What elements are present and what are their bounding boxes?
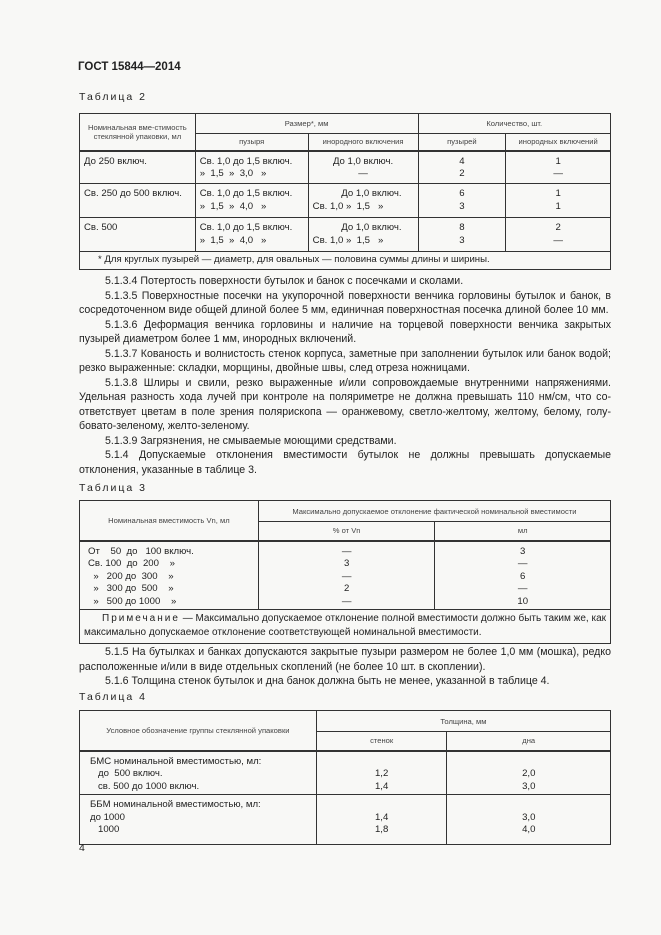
- cell-line: [451, 799, 606, 812]
- capacity-cell: До 250 включ.: [80, 151, 196, 184]
- cell-line: » 1,5 » 3,0 »: [199, 168, 267, 179]
- header-walls: стенок: [316, 732, 447, 751]
- cell-line: 3: [459, 234, 465, 246]
- cell-line: —: [341, 545, 352, 557]
- capacity-cell: Св. 250 до 500 включ.: [80, 184, 196, 218]
- cell-line: 3: [343, 558, 350, 569]
- cell-line: 3: [520, 545, 526, 557]
- paragraph: 5.1.4 Допускаемые отклонения вместимости бутылок не должны превышать допускаемые отклонения, указанные в таблице 3.: [79, 449, 611, 476]
- cell-line: Св. 1,0 до 1,5 включ.: [199, 155, 293, 167]
- cell-line: до 500 включ.: [90, 768, 163, 779]
- capacity-cell: Св. 500: [80, 218, 196, 252]
- table-row: [80, 795, 611, 845]
- paragraph: 5.1.5 На бутылках и банках допускаются закрытые пузыри размером не более 1,0 мм (мошка), редко расположенные и/или в виде отдельных скоплений (не более 10 шт. в скоплении).: [79, 646, 611, 673]
- table-2: [79, 113, 611, 270]
- header-bottom: дна: [447, 732, 611, 751]
- inclusion-size-cell: [308, 218, 418, 252]
- cell-line: 1: [555, 188, 561, 199]
- cell-line: » 200 до 300 »: [88, 570, 174, 582]
- inclusion-qty-cell: [506, 184, 611, 218]
- cell-line: 2: [555, 222, 561, 233]
- cell-line: До 1,0 включ.: [341, 188, 402, 199]
- paragraph: 5.1.3.8 Шлиры и свили, резко выраженные и/или сопровождаемые внутренними напряжениями. Удельная разность хода лучей при контроле на поляриметре не должна превышать 110 нм/см, что со-ответствует цветам в поле зрения полярископа — оранжевому, светло-желтому, желтому, белому, голу-бовато-зеленому, желто-зеленому.: [79, 376, 611, 432]
- cell-line: Св. 1,0 » 1,5 »: [312, 200, 384, 212]
- inclusion-size-cell: [308, 151, 418, 184]
- table-row: [80, 751, 611, 795]
- cell-line: Св. 100 до 200 »: [88, 558, 175, 569]
- cell-line: —: [517, 558, 528, 569]
- table-row: [80, 218, 611, 252]
- table-row: [80, 184, 611, 218]
- header-percent: % от Vn: [258, 522, 435, 541]
- cell-line: 2: [343, 583, 350, 594]
- cell-line: до 1000: [90, 811, 125, 823]
- inclusion-qty-cell: [506, 151, 611, 184]
- bottom-cell: [447, 751, 611, 795]
- cell-line: » 300 до 500 »: [88, 583, 174, 594]
- paragraph: 5.1.3.5 Поверхностные посечки на укупорочной поверхности венчика горловины бутылок и банок, в сосредоточенном виде общей длиной более 5 мм, единичная поверхностная посечка длиной более 10 мм.: [79, 289, 611, 316]
- cell-line: 6: [520, 570, 526, 582]
- table-2-caption: Таблица 2: [79, 91, 147, 103]
- cell-line: 1,8: [374, 824, 389, 835]
- cell-line: » 1,5 » 4,0 »: [199, 200, 267, 212]
- cell-line: 1,4: [374, 811, 389, 823]
- cell-line: От 50 до 100 включ.: [88, 545, 194, 557]
- table-4: [79, 710, 611, 845]
- table-4-caption: Таблица 4: [79, 691, 147, 703]
- cell-line: До 1,0 включ.: [341, 222, 402, 233]
- walls-cell: [316, 751, 447, 795]
- cell-line: Св. 1,0 до 1,5 включ.: [199, 188, 293, 199]
- note-text: — Максимально допускаемое отклонение полной вместимости должно быть таким же, как максимально допускаемое отклонение соответствующей номинальной вместимости.: [84, 613, 606, 638]
- body-text-2: [79, 645, 611, 689]
- bubble-qty-cell: [418, 184, 506, 218]
- cell-line: 6: [459, 188, 465, 199]
- cell-line: » 500 до 1000 »: [88, 595, 177, 607]
- header-deviation: Максимально допускаемое отклонение фактической номинальной вместимости: [258, 501, 610, 522]
- cell-line: 1000: [90, 824, 120, 835]
- cell-line: 10: [517, 595, 529, 607]
- header-size-inclusion: инородного включения: [308, 134, 418, 151]
- cell-line: 3: [459, 200, 465, 212]
- paragraph: 5.1.3.9 Загрязнения, не смываемые моющими средствами.: [105, 434, 397, 447]
- cell-line: [321, 799, 443, 812]
- table-2-footnote: * Для круглых пузырей — диаметр, для овальных — половина суммы длины и ширины.: [80, 252, 611, 270]
- bubble-qty-cell: [418, 218, 506, 252]
- header-ml: мл: [435, 522, 611, 541]
- cell-line: —: [358, 168, 368, 179]
- cell-line: —: [341, 570, 352, 582]
- paragraph: 5.1.3.6 Деформация венчика горловины и наличие на торцевой поверхности венчика закрытых пузырей диаметром более 1 мм, инородных включений.: [79, 318, 611, 345]
- group-cell: [80, 795, 317, 845]
- group-cell: [80, 751, 317, 795]
- bubble-size-cell: [195, 184, 308, 218]
- cell-line: 2,0: [522, 768, 536, 779]
- cell-line: » 1,5 » 4,0 »: [199, 234, 267, 246]
- cell-line: 3,0: [522, 780, 536, 792]
- cell-line: 1: [555, 200, 561, 212]
- cell-line: —: [553, 168, 563, 179]
- cell-line: 2: [459, 168, 465, 179]
- cell-line: 8: [459, 222, 465, 233]
- table-3-note: [80, 610, 611, 644]
- table-row: [80, 151, 611, 184]
- paragraph: 5.1.3.4 Потертость поверхности бутылок и банок с посечками и сколами.: [105, 275, 464, 287]
- header-capacity: Номинальная вместимость Vn, мл: [80, 501, 259, 541]
- cell-line: 4,0: [522, 824, 536, 835]
- document-title: ГОСТ 15844—2014: [78, 61, 181, 73]
- table-3: [79, 500, 611, 644]
- cell-line: 3,0: [522, 811, 536, 823]
- capacity-range-cell: [80, 541, 259, 610]
- header-qty-inclusions: инородных включений: [506, 134, 611, 151]
- bubble-qty-cell: [418, 151, 506, 184]
- body-text-1: [79, 274, 611, 477]
- bottom-cell: [447, 795, 611, 845]
- inclusion-qty-cell: [506, 218, 611, 252]
- header-quantity: Количество, шт.: [418, 114, 611, 134]
- bubble-size-cell: [195, 151, 308, 184]
- cell-line: БМС номинальной вместимостью, мл:: [90, 755, 262, 767]
- header-group: Условное обозначение группы стеклянной упаковки: [80, 711, 317, 751]
- cell-line: —: [517, 583, 528, 594]
- percent-cell: [258, 541, 435, 610]
- paragraph: 5.1.3.7 Кованость и волнистость стенок корпуса, заметные при заполнении бутылок или банок водой; резко выраженные: складки, морщины, двойные швы, след отреза ножницами.: [79, 347, 611, 374]
- table-3-caption: Таблица 3: [79, 482, 147, 494]
- cell-line: Св. 1,0 до 1,5 включ.: [199, 222, 293, 233]
- bubble-size-cell: [195, 218, 308, 252]
- ml-cell: [435, 541, 611, 610]
- cell-line: Св. 1,0 » 1,5 »: [312, 234, 384, 246]
- header-qty-bubbles: пузырей: [418, 134, 506, 151]
- header-size: Размер*, мм: [195, 114, 418, 134]
- cell-line: 4: [459, 155, 465, 167]
- cell-line: До 1,0 включ.: [332, 155, 394, 167]
- cell-line: 1,2: [374, 768, 389, 779]
- cell-line: —: [341, 595, 352, 607]
- header-thickness: Толщина, мм: [316, 711, 610, 732]
- cell-line: —: [553, 234, 563, 246]
- cell-line: 1: [555, 155, 561, 167]
- cell-line: ББМ номинальной вместимостью, мл:: [90, 799, 261, 810]
- walls-cell: [316, 795, 447, 845]
- inclusion-size-cell: [308, 184, 418, 218]
- header-size-bubble: пузыря: [195, 134, 308, 151]
- page-number: 4: [79, 842, 85, 854]
- note-label: Примечание: [102, 613, 180, 624]
- cell-line: [451, 756, 606, 769]
- cell-line: [321, 756, 443, 769]
- cell-line: св. 500 до 1000 включ.: [90, 780, 200, 792]
- paragraph: 5.1.6 Толщина стенок бутылок и дна банок должна быть не менее, указанной в таблице 4.: [105, 675, 550, 687]
- header-capacity: Номинальная вме-стимость стеклянной упаковки, мл: [80, 114, 196, 151]
- cell-line: 1,4: [374, 780, 389, 792]
